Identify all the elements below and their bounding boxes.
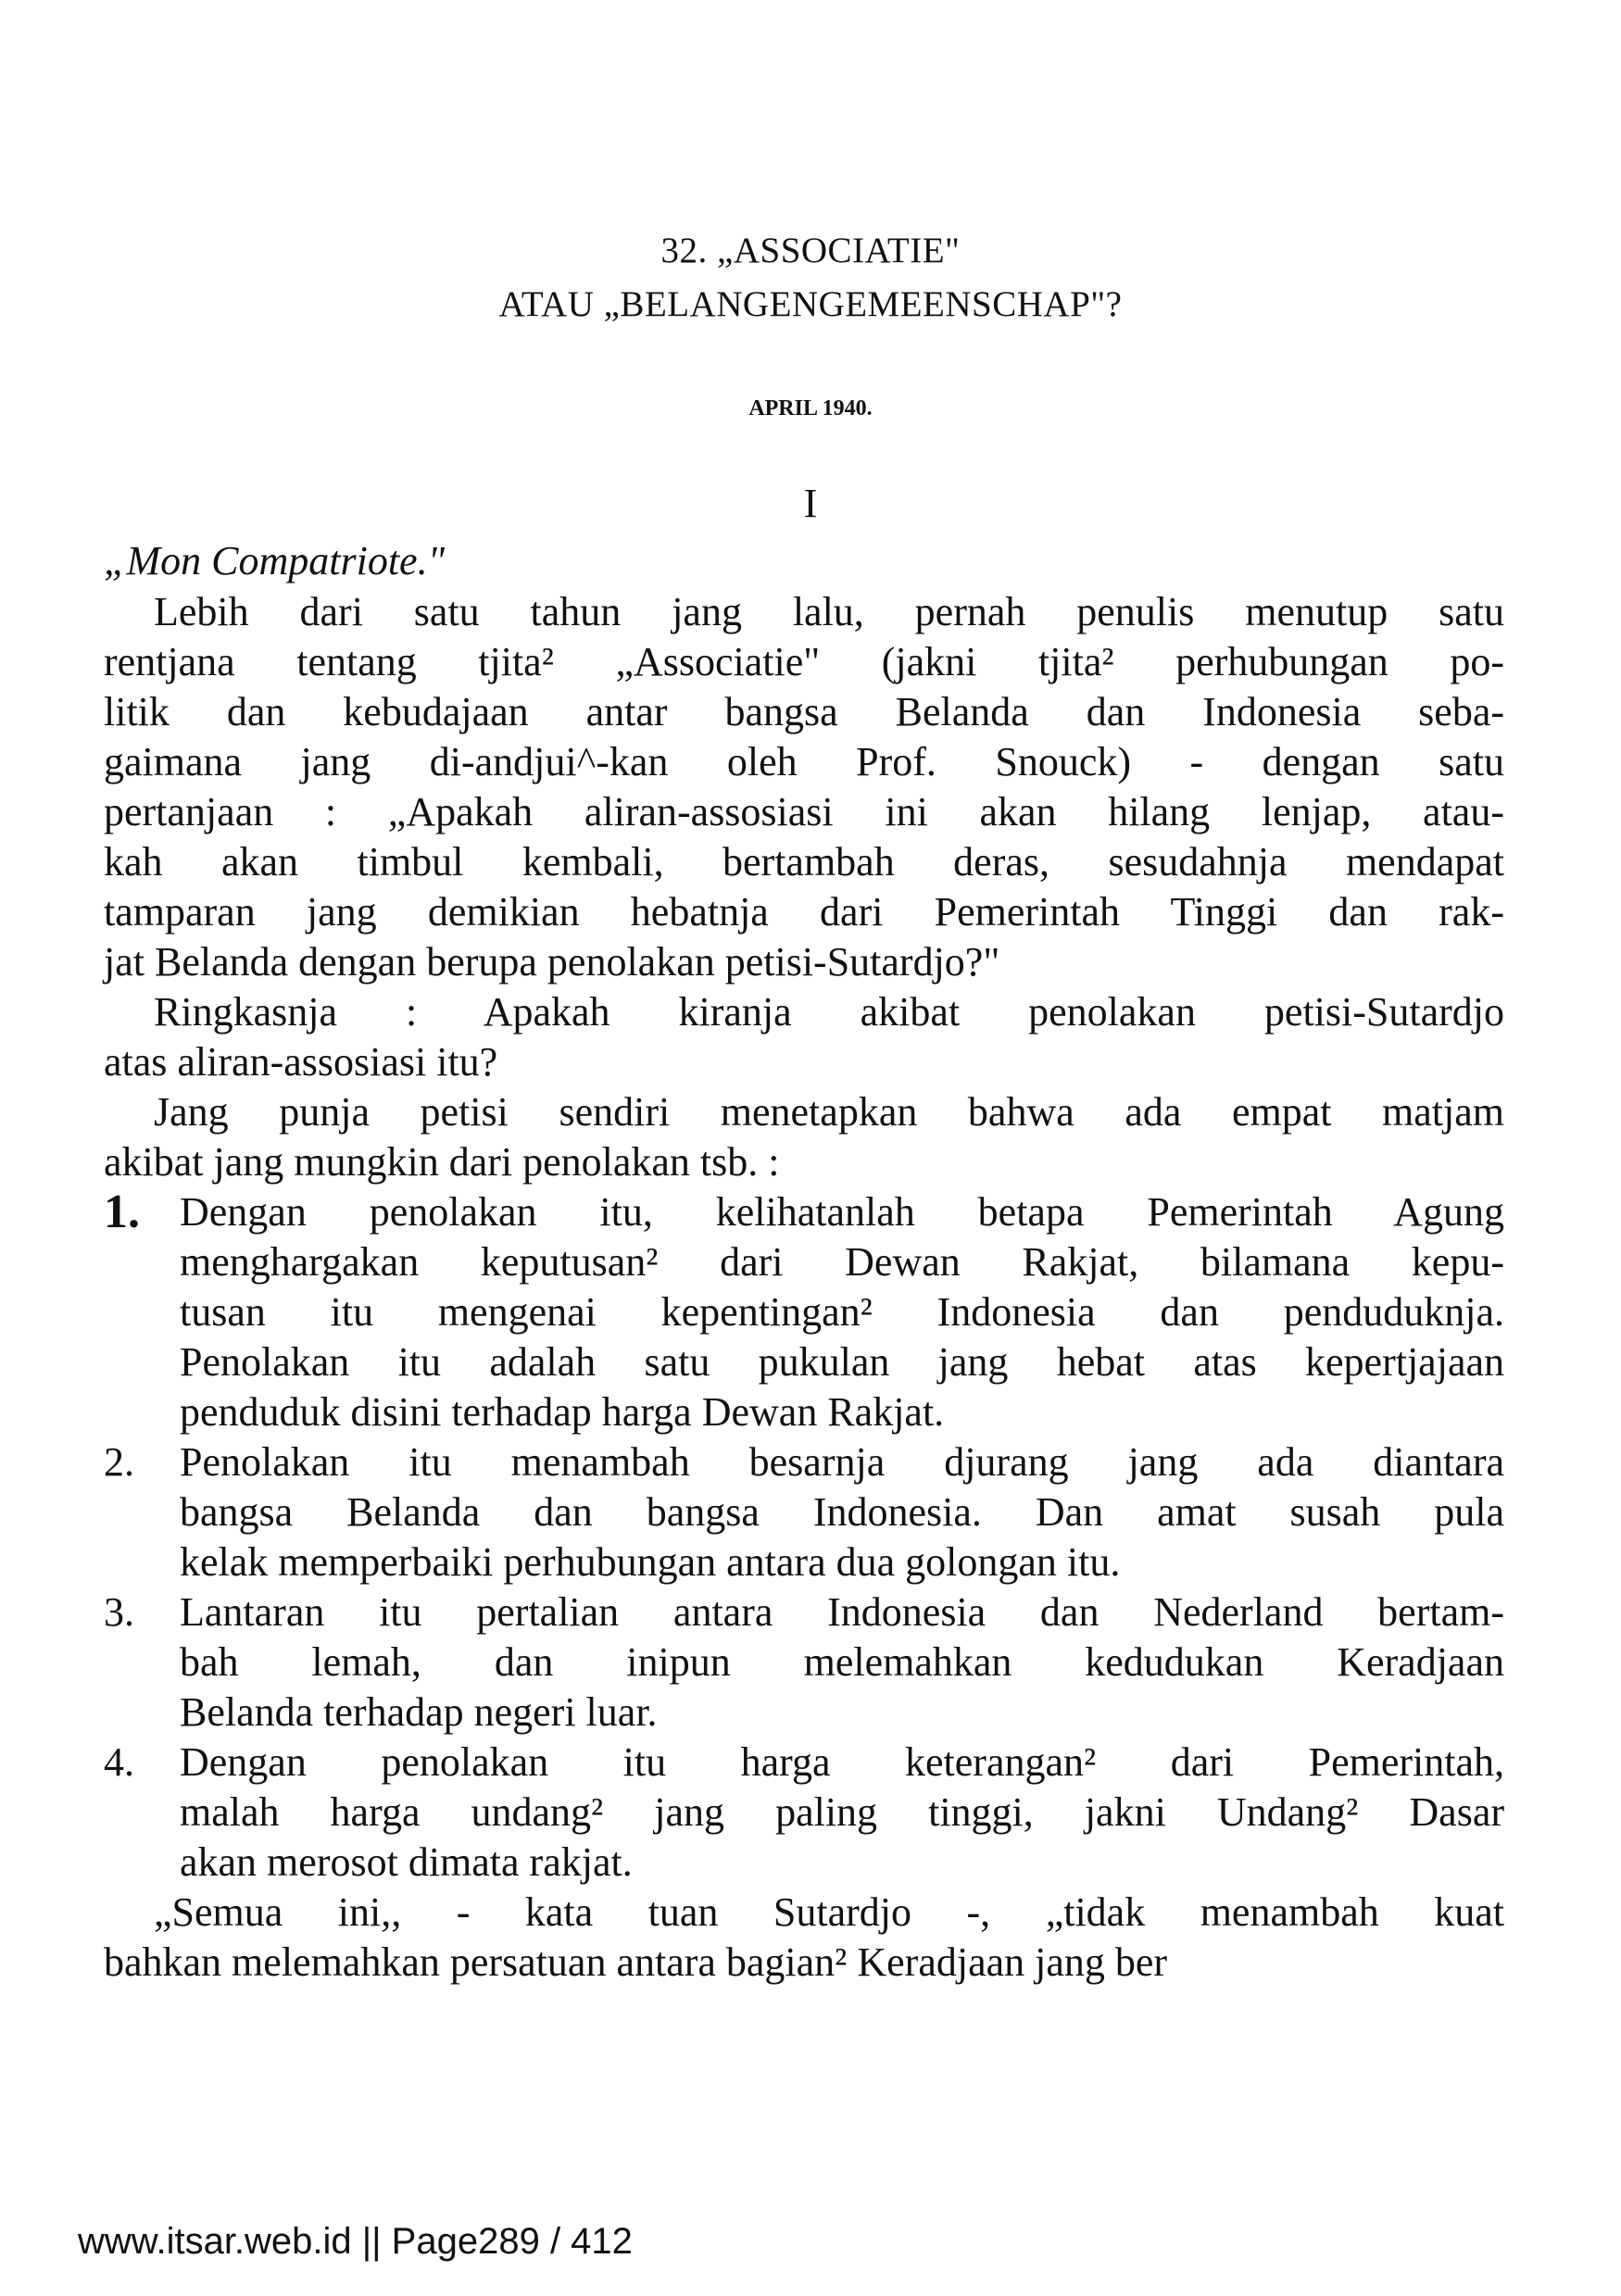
text-line: tamparan jang demikian hebatnja dari Pemerintah Tinggi dan rak-: [104, 889, 1504, 935]
text-line: atas aliran-assosiasi itu?: [104, 1039, 498, 1085]
chapter-title: 32. „ASSOCIATIE": [660, 231, 961, 270]
greeting: „Mon Compatriote.": [104, 538, 446, 583]
text-line: „Semua ini,, - kata tuan Sutardjo -, „tidak menambah kuat: [154, 1889, 1504, 1935]
body-text: [104, 587, 1504, 1988]
page-footer: www.itsar.web.id || Page289 / 412: [78, 2221, 633, 2262]
text-line: pertanjaan : „Apakah aliran-assosiasi ini akan hilang lenjap, atau-: [104, 789, 1504, 834]
list-item: [104, 1738, 1504, 1888]
text-line: Dengan penolakan itu harga keterangan² dari Pemerintah,: [180, 1739, 1504, 1785]
text-line: tusan itu mengenai kepentingan² Indonesia dan penduduknja.: [180, 1289, 1504, 1335]
text-line: rentjana tentang tjita² „Associatie" (jakni tjita² perhubungan po-: [104, 639, 1504, 684]
text-line: menghargakan keputusan² dari Dewan Rakjat, bilamana kepu-: [180, 1239, 1504, 1285]
text-line: Ringkasnja : Apakah kiranja akibat penolakan petisi-Sutardjo: [154, 989, 1504, 1035]
text-line: malah harga undang² jang paling tinggi, jakni Undang² Dasar: [180, 1789, 1504, 1835]
text-line: Penolakan itu adalah satu pukulan jang hebat atas kepertjajaan: [180, 1339, 1504, 1385]
list-item: [104, 1437, 1504, 1587]
section-number: I: [803, 481, 818, 526]
text-line: bangsa Belanda dan bangsa Indonesia. Dan amat susah pula: [180, 1489, 1504, 1535]
text-line: Dengan penolakan itu, kelihatanlah betapa Pemerintah Agung: [180, 1189, 1504, 1235]
paragraph-2: [104, 987, 1504, 1087]
text-line: Lantaran itu pertalian antara Indonesia dan Nederland bertam-: [180, 1589, 1504, 1635]
text-line: akibat jang mungkin dari penolakan tsb. :: [104, 1139, 780, 1185]
list-number: 2.: [104, 1439, 134, 1485]
text-line: litik dan kebudajaan antar bangsa Belanda dan Indonesia seba-: [104, 689, 1504, 734]
list-item: [104, 1587, 1504, 1738]
text-line: akan merosot dimata rakjat.: [180, 1839, 633, 1885]
date-line: APRIL 1940.: [748, 396, 873, 420]
list-number: 3.: [104, 1589, 134, 1635]
chapter-subtitle: ATAU „BELANGENGEMEENSCHAP"?: [498, 284, 1123, 324]
text-line: gaimana jang di-andjui^-kan oleh Prof. Snouck) - dengan satu: [104, 739, 1504, 784]
text-line: bah lemah, dan inipun melemahkan kedudukan Keradjaan: [180, 1639, 1504, 1685]
text-line: Lebih dari satu tahun jang lalu, pernah penulis menutup satu: [154, 589, 1504, 634]
list-number: 1.: [104, 1186, 140, 1238]
paragraph-3: [104, 1087, 1504, 1187]
list-number: 4.: [104, 1739, 134, 1785]
text-line: kah akan timbul kembali, bertambah deras, sesudahnja mendapat: [104, 839, 1504, 885]
text-line: Jang punja petisi sendiri menetapkan bahwa ada empat matjam: [154, 1089, 1504, 1135]
paragraph-4: [104, 1888, 1504, 1988]
paragraph-1: [104, 587, 1504, 987]
text-line: Penolakan itu menambah besarnja djurang jang ada diantara: [180, 1439, 1504, 1485]
text-line: bahkan melemahkan persatuan antara bagian² Keradjaan jang ber: [104, 1939, 1168, 1985]
text-line: jat Belanda dengan berupa penolakan petisi-Sutardjo?": [104, 939, 1000, 985]
list-item: [104, 1187, 1504, 1437]
text-line: Belanda terhadap negeri luar.: [180, 1689, 658, 1735]
text-line: kelak memperbaiki perhubungan antara dua golongan itu.: [180, 1539, 1121, 1585]
text-line: penduduk disini terhadap harga Dewan Rakjat.: [180, 1389, 945, 1435]
